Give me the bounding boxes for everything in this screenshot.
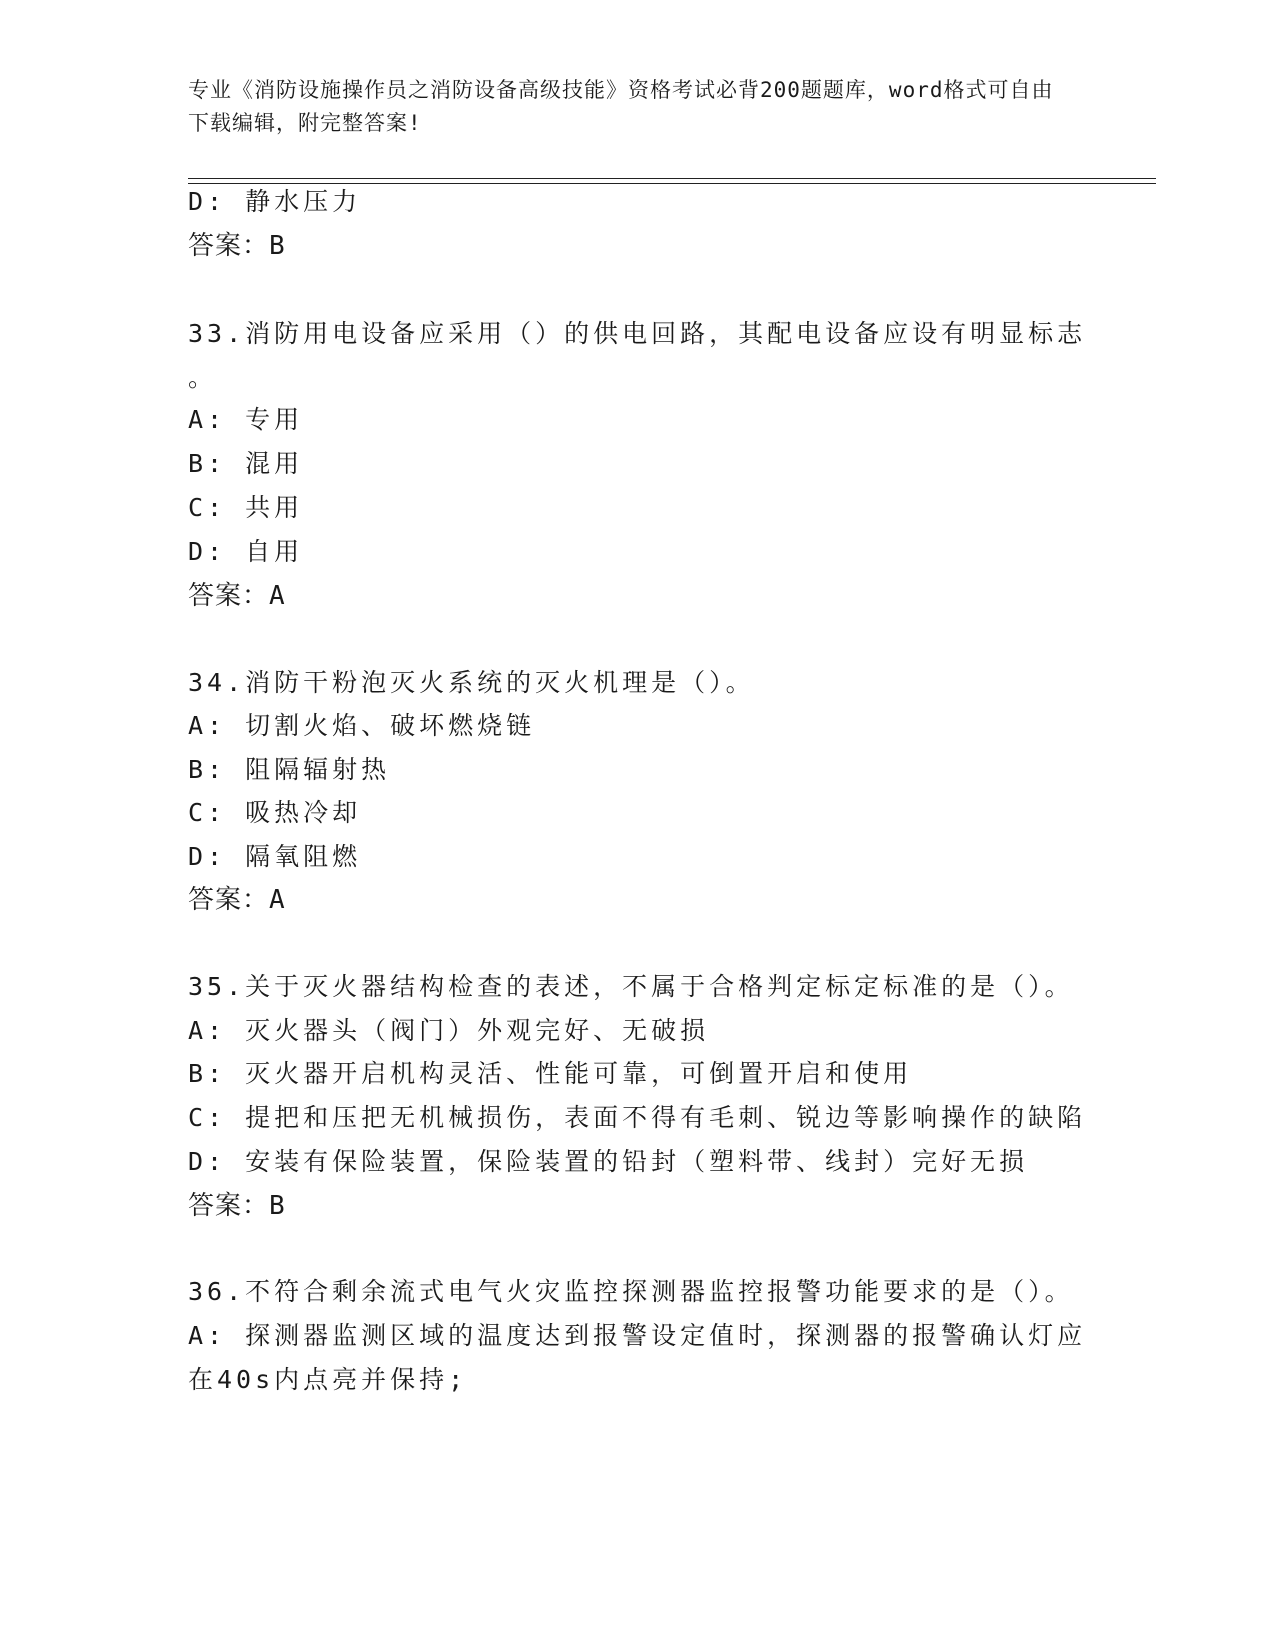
q35-option-c: C: 提把和压把无机械损伤，表面不得有毛刺、锐边等影响操作的缺陷 xyxy=(188,1103,1087,1132)
q34-option-a: A: 切割火焰、破坏燃烧链 xyxy=(188,711,536,740)
header-rule-bottom xyxy=(188,183,1156,184)
q34-answer: 答案：A xyxy=(188,885,286,915)
document-header: 专业《消防设施操作员之消防设备高级技能》资格考试必背200题题库，word格式可自由下载编辑，附完整答案! xyxy=(188,78,1054,135)
q35-option-d: D: 安装有保险装置，保险装置的铅封（塑料带、线封）完好无损 xyxy=(188,1147,1029,1176)
q34-option-c: C: 吸热冷却 xyxy=(188,798,362,827)
q33-option-c: C: 共用 xyxy=(188,493,304,522)
q33-stem-line1: 33.消防用电设备应采用（）的供电回路，其配电设备应设有明显标志 xyxy=(188,319,1087,348)
q35-answer: 答案：B xyxy=(188,1191,286,1221)
q36-option-a-line2: 在40s内点亮并保持; xyxy=(188,1365,468,1394)
q33-option-b: B: 混用 xyxy=(188,449,304,478)
q33-answer: 答案：A xyxy=(188,581,286,611)
q32-answer: 答案：B xyxy=(188,231,286,261)
q33-stem-line2: 。 xyxy=(188,363,218,392)
q32-option-d: D: 静水压力 xyxy=(188,187,362,216)
q36-stem: 36.不符合剩余流式电气火灾监控探测器监控报警功能要求的是（）。 xyxy=(188,1277,1074,1306)
q35-stem: 35.关于灭火器结构检查的表述，不属于合格判定标定标准的是（）。 xyxy=(188,972,1074,1001)
q35-option-b: B: 灭火器开启机构灵活、性能可靠，可倒置开启和使用 xyxy=(188,1059,913,1088)
q33-option-a: A: 专用 xyxy=(188,405,304,434)
q35-option-a: A: 灭火器头（阀门）外观完好、无破损 xyxy=(188,1016,710,1045)
q34-option-b: B: 阻隔辐射热 xyxy=(188,755,391,784)
q36-option-a-line1: A: 探测器监测区域的温度达到报警设定值时，探测器的报警确认灯应 xyxy=(188,1321,1087,1350)
q33-option-d: D: 自用 xyxy=(188,537,304,566)
header-rule-top xyxy=(188,178,1156,179)
q34-stem: 34.消防干粉泡灭火系统的灭火机理是（）。 xyxy=(188,668,755,697)
q34-option-d: D: 隔氧阻燃 xyxy=(188,842,362,871)
